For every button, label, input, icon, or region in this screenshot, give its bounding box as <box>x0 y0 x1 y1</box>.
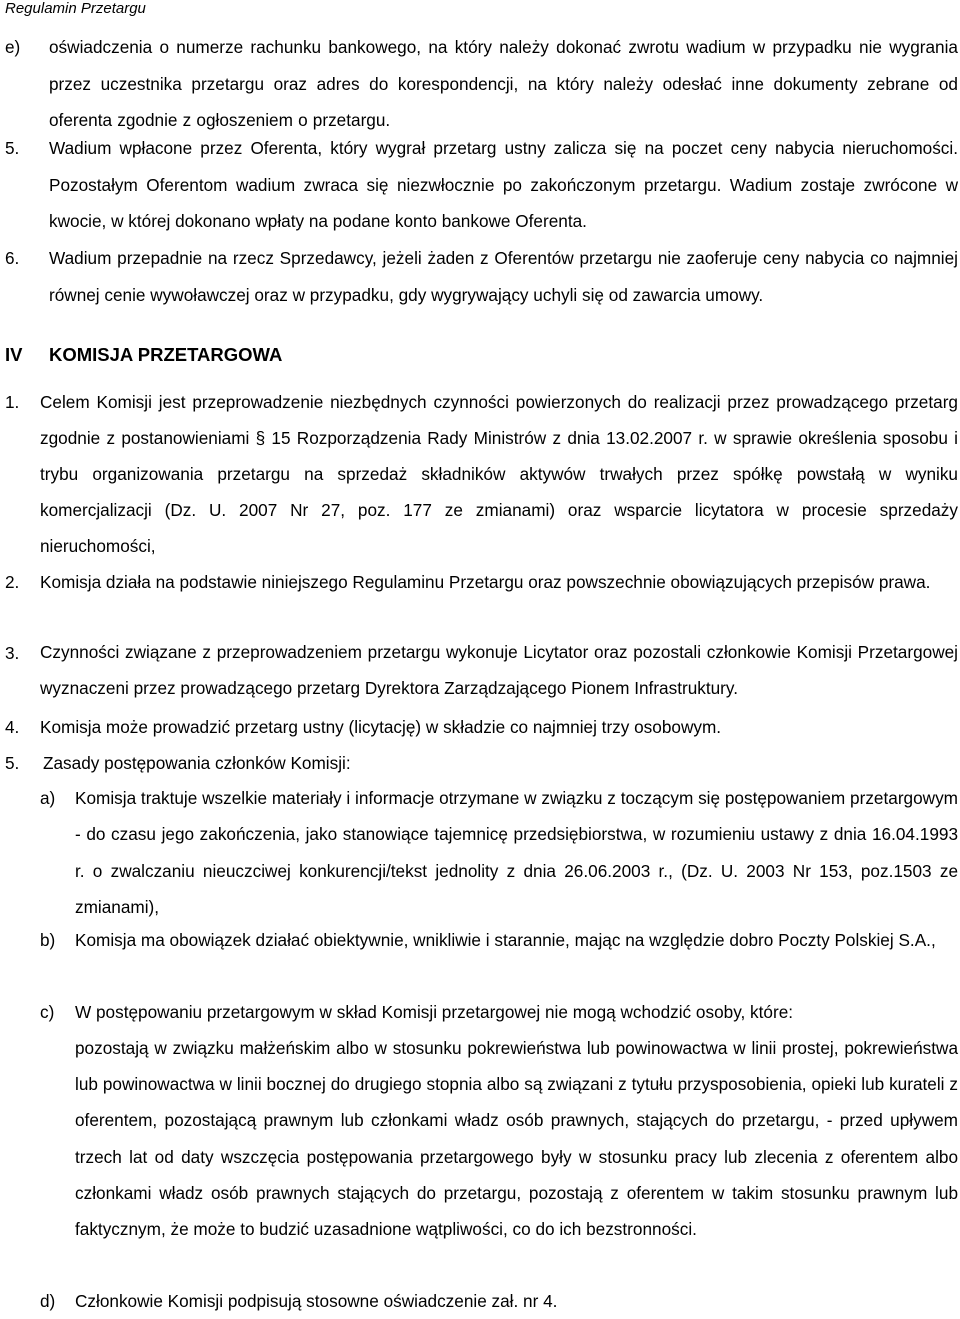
item-text: Komisja traktuje wszelkie materiały i informacje otrzymane w związku z toczącym się postępowaniem przetargowym - do czasu jego zakończenia, jako stanowiące tajemnicę przedsiębiorstwa, w rozumieniu ustawy z dnia 16.04.1993 r. o zwalczaniu nieuczciwej konkurencji/tekst jednolity z dnia 26.06.2003 r., (Dz. U. 2003 Nr 153, poz.1503 ze zmianami), <box>75 788 958 917</box>
item-label: b) <box>40 930 56 950</box>
item-text: Komisja ma obowiązek działać obiektywnie, wnikliwie i starannie, mając na względzie dobro Poczty Polskiej S.A., <box>75 930 936 950</box>
item-label: d) <box>40 1291 56 1311</box>
item-text: W postępowaniu przetargowym w skład Komisji przetargowej nie mogą wchodzić osoby, które: <box>75 1002 794 1022</box>
page-header: Regulamin Przetargu <box>5 0 146 17</box>
item-text: Komisja działa na podstawie niniejszego Regulaminu Przetargu oraz powszechnie obowiązujących przepisów prawa. <box>40 572 931 592</box>
item-label: 5. <box>5 138 20 158</box>
item-label: a) <box>40 788 56 808</box>
item-label: 6. <box>5 248 20 268</box>
item-label: 3. <box>5 643 20 663</box>
section-number: IV <box>5 344 23 365</box>
item-label: 4. <box>5 717 20 737</box>
item-text: oświadczenia o numerze rachunku bankowego, na który należy dokonać zwrotu wadium w przypadku nie wygrania przez uczestnika przetargu oraz adres do korespondencji, na który należy odesłać inne dokumenty zebrane od oferenta zgodnie z ogłoszeniem o przetargu. <box>49 37 958 130</box>
item-text: Celem Komisji jest przeprowadzenie niezbędnych czynności powierzonych do realizacji przez prowadzącego przetarg zgodnie z postanowieniami § 15 Rozporządzenia Rady Ministrów z dnia 13.02.2007 r. w sprawie określenia sposobu i trybu organizowania przetargu na sprzedaż składników aktywów trwałych przez spółkę powstałą w wyniku komercjalizacji (Dz. U. 2007 Nr 27, poz. 177 ze zmianami) oraz wsparcie licytatora w procesie sprzedaży nieruchomości, <box>40 392 958 556</box>
item-label: 1. <box>5 392 20 412</box>
item-text: Członkowie Komisji podpisują stosowne oświadczenie zał. nr 4. <box>75 1291 558 1311</box>
item-text: Zasady postępowania członków Komisji: <box>43 753 351 773</box>
item-label: 2. <box>5 572 20 592</box>
item-label: 5. <box>5 753 20 773</box>
item-text: Komisja może prowadzić przetarg ustny (licytację) w składzie co najmniej trzy osobowym. <box>40 717 722 737</box>
section-title: KOMISJA PRZETARGOWA <box>49 344 283 365</box>
item-text: pozostają w związku małżeńskim albo w stosunku pokrewieństwa lub powinowactwa w linii prostej, pokrewieństwa lub powinowactwa w linii bocznej do drugiego stopnia albo są związani z tytułu przysposobienia, opieki lub kurateli z oferentem, pozostającą prawnym lub członkami władz osób prawnych, stających do przetargu, - przed upływem trzech lat od daty wszczęcia postępowania przetargowego były w stosunku pracy lub zlecenia z oferentem albo członkami władz osób prawnych stających do przetargu, pozostają z oferentem w takim stosunku prawnym lub faktycznym, że może to budzić uzasadnione wątpliwości, co do ich bezstronności. <box>75 1038 958 1240</box>
item-label: c) <box>40 1002 55 1022</box>
item-label: e) <box>5 37 21 57</box>
item-text: Czynności związane z przeprowadzeniem przetargu wykonuje Licytator oraz pozostali członkowie Komisji Przetargowej wyznaczeni przez prowadzącego przetarg Dyrektora Zarządzającego Pionem Infrastruktury. <box>40 642 958 698</box>
item-text: Wadium wpłacone przez Oferenta, który wygrał przetarg ustny zalicza się na poczet ceny nabycia nieruchomości. Pozostałym Oferentom wadium zwraca się niezwłocznie po zakończonym przetargu. Wadium zostaje zwrócone w kwocie, w której dokonano wpłaty na podane konto bankowe Oferenta. <box>49 138 958 231</box>
item-text: Wadium przepadnie na rzecz Sprzedawcy, jeżeli żaden z Oferentów przetargu nie zaoferuje ceny nabycia co najmniej równej cenie wywoławczej oraz w przypadku, gdy wygrywający uchyli się od zawarcia umowy. <box>49 248 958 305</box>
